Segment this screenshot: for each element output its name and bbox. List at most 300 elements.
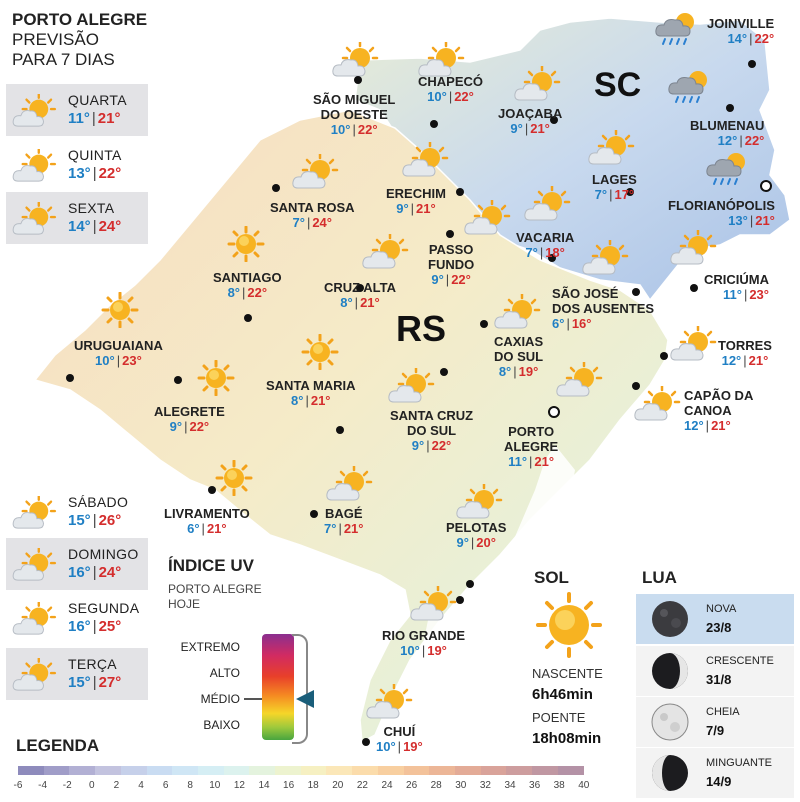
day-name: TERÇA <box>68 656 117 672</box>
city-min: 6° <box>187 521 200 536</box>
city-name: SÃO JOSÉ <box>552 286 619 301</box>
day-name: QUARTA <box>68 92 127 108</box>
temp-separator: | <box>743 287 748 302</box>
city-label <box>498 106 562 136</box>
day-icon-wrap <box>12 548 58 582</box>
city-temps <box>376 739 423 754</box>
temp-separator: | <box>354 295 359 310</box>
city-marker <box>66 374 74 382</box>
city-label <box>313 92 395 137</box>
header-line2: PREVISÃO <box>12 30 99 49</box>
sun-cloud-icon <box>418 42 466 78</box>
day-min: 15° <box>68 512 91 529</box>
temp-separator: | <box>743 353 747 368</box>
city-min: 13° <box>728 213 748 228</box>
city-marker <box>430 120 438 128</box>
city-label <box>668 198 775 228</box>
legend-swatch <box>558 766 584 775</box>
city-weather-icon <box>362 234 410 270</box>
temp-separator: | <box>92 218 97 235</box>
sun-cloud-icon <box>326 466 374 502</box>
city-max: 23° <box>749 287 769 302</box>
city-name-line2: CANOA <box>684 403 732 418</box>
city-name: FLORIANÓPOLIS <box>668 198 775 213</box>
legend-tick: 14 <box>258 780 270 791</box>
sun-icon <box>96 292 144 328</box>
city-max: 22° <box>754 31 775 46</box>
uv-title: ÍNDICE UV <box>168 556 254 575</box>
city-weather-icon <box>514 66 562 102</box>
city-marker <box>440 368 448 376</box>
sun-cloud-icon <box>12 602 58 636</box>
city-weather-icon <box>410 586 458 622</box>
day-max: 27° <box>98 674 122 691</box>
city-temps <box>324 295 396 310</box>
sun-cloud-icon <box>362 234 410 270</box>
city-max: 22° <box>451 272 471 287</box>
temp-separator: | <box>201 521 205 536</box>
city-min: 10° <box>376 739 396 754</box>
city-marker <box>446 230 454 238</box>
day-icon-wrap <box>12 496 58 530</box>
temp-separator: | <box>91 110 96 127</box>
city-max: 23° <box>122 353 142 368</box>
legend-tick: 32 <box>479 780 491 791</box>
legend-tick: 0 <box>89 780 95 791</box>
day-temps <box>68 218 121 235</box>
temp-separator: | <box>352 122 356 137</box>
uv-level-baixo: BAIXO <box>203 718 240 732</box>
temp-separator: | <box>749 31 753 46</box>
legend-tick: 24 <box>381 780 393 791</box>
legend-tick: 40 <box>578 780 590 791</box>
city-min: 6° <box>552 316 565 331</box>
city-marker <box>480 320 488 328</box>
city-max: 17° <box>614 187 635 202</box>
city-max: 21° <box>534 454 555 469</box>
forecast-day-5 <box>6 592 148 644</box>
temp-separator: | <box>529 454 533 469</box>
city-weather-icon <box>366 684 414 720</box>
city-name: CRUZ ALTA <box>324 280 396 295</box>
moon-title: LUA <box>642 568 677 587</box>
legend-swatch <box>429 766 455 775</box>
city-max: 22° <box>357 122 378 137</box>
city-label <box>494 334 543 379</box>
sunrise-time: 6h46min <box>532 686 593 703</box>
legend-swatch <box>172 766 198 775</box>
temp-separator: | <box>739 133 743 148</box>
city-name: CRICIÚMA <box>704 272 769 287</box>
city-weather-icon <box>292 154 340 190</box>
forecast-day-6 <box>6 648 148 700</box>
city-name: SÃO MIGUEL <box>313 92 396 107</box>
city-max: 20° <box>476 535 496 550</box>
city-name: CAXIAS <box>494 334 544 349</box>
temp-separator: | <box>609 187 613 202</box>
forecast-day-1 <box>6 139 148 191</box>
city-max: 16° <box>571 316 592 331</box>
city-label <box>74 338 163 368</box>
city-weather-icon <box>670 230 718 266</box>
city-label <box>266 378 356 408</box>
legend-swatch <box>121 766 147 775</box>
city-label <box>516 230 574 260</box>
city-temps <box>164 521 250 536</box>
sun-cloud-icon <box>12 548 58 582</box>
sun-cloud-icon <box>12 149 58 183</box>
city-name: LAGES <box>592 172 637 187</box>
legend-swatch <box>275 766 301 775</box>
city-temps <box>213 285 282 300</box>
sun-cloud-icon <box>464 200 512 236</box>
temp-separator: | <box>705 418 710 433</box>
legend-swatch <box>249 766 275 775</box>
city-min: 10° <box>95 353 115 368</box>
day-max: 26° <box>98 512 122 529</box>
city-max: 22° <box>189 419 210 434</box>
sun-cloud-icon <box>556 362 604 398</box>
moon-phase-name: CHEIA <box>706 706 740 718</box>
city-label <box>386 186 446 216</box>
city-min: 7° <box>594 187 608 202</box>
city-label <box>418 74 483 104</box>
sun-cloud-icon <box>402 142 450 178</box>
legend-tick: 4 <box>138 780 144 791</box>
day-max: 24° <box>98 564 122 581</box>
sun-cloud-icon <box>582 240 630 276</box>
rain-cloud-icon <box>706 150 754 186</box>
legend-tick: 38 <box>553 780 565 791</box>
city-min: 9° <box>396 201 409 216</box>
city-max: 19° <box>403 739 423 754</box>
city-label <box>428 242 474 287</box>
sun-icon <box>296 334 344 370</box>
city-temps <box>390 438 473 453</box>
temp-separator: | <box>513 364 517 379</box>
city-min: 9° <box>431 272 444 287</box>
temp-separator: | <box>184 419 188 434</box>
city-temps <box>552 316 654 331</box>
city-marker <box>208 486 216 494</box>
sun-icon <box>532 592 606 658</box>
sun-cloud-icon <box>12 658 58 692</box>
legend-title: LEGENDA <box>16 736 100 755</box>
city-label <box>592 172 637 202</box>
day-max: 25° <box>98 618 122 635</box>
city-label <box>390 408 473 453</box>
temp-separator: | <box>92 618 97 635</box>
city-weather-icon <box>402 142 450 178</box>
rain-cloud-icon <box>668 68 716 104</box>
temp-separator: | <box>539 245 544 260</box>
uv-subtitle <box>168 582 262 612</box>
legend-tick: 6 <box>162 780 169 791</box>
city-temps <box>668 213 775 228</box>
city-label <box>324 280 396 310</box>
day-icon-wrap <box>12 602 58 636</box>
city-name: JOAÇABA <box>498 106 563 121</box>
sun-cloud-icon <box>670 230 718 266</box>
city-label <box>446 520 506 550</box>
city-temps <box>707 31 774 46</box>
temp-separator: | <box>242 285 246 300</box>
city-min: 10° <box>330 122 351 137</box>
sun-cloud-icon <box>12 94 58 128</box>
city-weather-icon <box>655 10 703 46</box>
city-name-line2: FUNDO <box>428 257 475 272</box>
day-icon-wrap <box>12 202 58 236</box>
city-max: 22° <box>744 133 765 148</box>
city-label <box>376 724 423 754</box>
city-weather-icon <box>388 368 436 404</box>
temp-separator: | <box>470 535 475 550</box>
uv-level-alto: ALTO <box>209 666 240 680</box>
day-temps <box>68 165 121 182</box>
city-label <box>552 286 654 331</box>
sun-icon <box>210 460 258 496</box>
temp-separator: | <box>92 564 97 581</box>
city-min: 7° <box>525 245 538 260</box>
city-name: PORTO <box>508 424 555 439</box>
city-max: 21° <box>711 418 731 433</box>
city-label <box>154 404 225 434</box>
legend-swatch <box>455 766 481 775</box>
legend-swatch <box>301 766 327 775</box>
day-min: 14° <box>68 218 91 235</box>
temp-separator: | <box>448 89 453 104</box>
city-name: RIO GRANDE <box>382 628 466 643</box>
temp-separator: | <box>92 512 97 529</box>
sun-title: SOL <box>534 568 569 587</box>
city-weather-icon <box>456 484 504 520</box>
temp-separator: | <box>410 201 415 216</box>
city-marker <box>660 352 668 360</box>
city-marker <box>354 76 362 84</box>
city-temps <box>494 364 543 379</box>
city-max: 18° <box>545 245 565 260</box>
legend-tick: 10 <box>209 780 221 791</box>
city-max: 21° <box>416 201 436 216</box>
temp-separator: | <box>306 215 311 230</box>
uv-sub-day: HOJE <box>168 597 201 611</box>
city-min: 8° <box>498 364 512 379</box>
city-temps <box>154 419 225 434</box>
city-label <box>684 388 753 433</box>
city-min: 10° <box>400 643 420 658</box>
city-weather-icon <box>296 334 344 370</box>
city-max: 21° <box>748 353 769 368</box>
moon-phase-name: NOVA <box>706 603 737 615</box>
moon-phase-date: 7/9 <box>706 723 725 738</box>
city-marker <box>310 510 318 518</box>
city-max: 21° <box>755 213 775 228</box>
city-marker <box>362 738 370 746</box>
legend-swatch <box>352 766 378 775</box>
city-name: BAGÉ <box>324 506 363 521</box>
city-weather-icon <box>326 466 374 502</box>
city-name: CAPÃO DA <box>684 388 754 403</box>
state-label-rs: RS <box>396 308 447 349</box>
city-min: 10° <box>427 89 447 104</box>
temp-separator: | <box>92 165 97 182</box>
temp-separator: | <box>421 643 426 658</box>
city-min: 11° <box>722 287 742 302</box>
city-max: 21° <box>310 393 331 408</box>
legend-tick: 22 <box>356 780 368 791</box>
city-temps <box>428 272 474 287</box>
legend-swatch <box>404 766 430 775</box>
moon-phase-2 <box>636 697 794 747</box>
moon-phase-name: MINGUANTE <box>706 757 772 769</box>
moon-phase-1 <box>636 646 794 696</box>
sun-cloud-icon <box>410 586 458 622</box>
city-temps <box>74 353 163 368</box>
city-name: CHUÍ <box>383 724 416 739</box>
forecast-day-2 <box>6 192 148 244</box>
city-min: 7° <box>324 521 337 536</box>
temp-separator: | <box>92 674 97 691</box>
legend-tick: 20 <box>332 780 344 791</box>
city-name: TORRES <box>718 338 772 353</box>
city-label <box>718 338 772 368</box>
temp-separator: | <box>397 739 402 754</box>
city-label <box>324 506 364 536</box>
legend-swatch <box>532 766 558 775</box>
header-line3: PARA 7 DIAS <box>12 50 115 69</box>
city-min: 11° <box>508 454 528 469</box>
city-name-line2: DO SUL <box>494 349 544 364</box>
city-name: SANTA CRUZ <box>390 408 474 423</box>
temp-separator: | <box>116 353 121 368</box>
day-name: DOMINGO <box>68 546 139 562</box>
city-temps <box>504 454 558 469</box>
city-weather-icon <box>706 150 754 186</box>
legend-swatch <box>18 766 44 775</box>
city-name: URUGUAIANA <box>74 338 163 353</box>
city-min: 8° <box>291 393 304 408</box>
moon-phase-date: 31/8 <box>706 672 732 687</box>
header-city: PORTO ALEGRE <box>12 10 148 29</box>
city-temps <box>324 521 364 536</box>
city-label <box>213 270 282 300</box>
city-weather-icon <box>524 186 572 222</box>
legend-tick: 18 <box>307 780 319 791</box>
city-weather-icon <box>332 42 380 78</box>
legend-tick: 34 <box>504 780 516 791</box>
city-min: 12° <box>721 353 742 368</box>
city-temps <box>704 287 769 302</box>
day-max: 21° <box>97 110 121 127</box>
temp-separator: | <box>305 393 309 408</box>
moon-phase-date: 23/8 <box>706 620 732 635</box>
city-min: 9° <box>456 535 469 550</box>
city-weather-icon <box>668 68 716 104</box>
city-name: SANTA MARIA <box>266 378 356 393</box>
city-name: VACARIA <box>516 230 575 245</box>
city-marker <box>336 426 344 434</box>
legend-tick: 2 <box>113 780 120 791</box>
day-name: SEXTA <box>68 200 115 216</box>
moon-phase-name: CRESCENTE <box>706 655 774 667</box>
city-weather-icon <box>96 292 144 328</box>
sun-cloud-icon <box>588 130 636 166</box>
day-icon-wrap <box>12 658 58 692</box>
sun-cloud-icon <box>634 386 682 422</box>
day-min: 16° <box>68 618 91 635</box>
uv-level-extremo: EXTREMO <box>180 640 240 654</box>
city-min: 8° <box>340 295 353 310</box>
uv-scale-bar <box>262 634 294 740</box>
city-weather-icon <box>634 386 682 422</box>
city-label <box>690 118 764 148</box>
city-marker <box>244 314 252 322</box>
moon-phase-date: 14/9 <box>706 774 732 789</box>
city-name: SANTA ROSA <box>270 200 355 215</box>
legend-tick: 26 <box>406 780 418 791</box>
legend-tick: -2 <box>62 780 72 791</box>
sun-cloud-icon <box>514 66 562 102</box>
city-name-line2: ALEGRE <box>504 439 559 454</box>
legend-tick: 8 <box>187 780 193 791</box>
city-label <box>704 272 769 302</box>
city-max: 19° <box>427 643 447 658</box>
city-marker <box>632 382 640 390</box>
city-weather-icon <box>494 294 542 330</box>
day-temps <box>68 618 121 635</box>
sun-cloud-icon <box>456 484 504 520</box>
city-name: BLUMENAU <box>690 118 765 133</box>
sun-cloud-icon <box>12 496 58 530</box>
sunrise-label: NASCENTE <box>532 666 603 681</box>
city-name-line2: DO SUL <box>406 423 457 438</box>
city-weather-icon <box>556 362 604 398</box>
state-label-sc: SC <box>594 66 642 104</box>
legend-swatch <box>326 766 352 775</box>
legend-tick: 12 <box>233 780 245 791</box>
city-max: 22° <box>247 285 268 300</box>
sun-cloud-icon <box>366 684 414 720</box>
city-name: PELOTAS <box>446 520 507 535</box>
city-max: 21° <box>360 295 380 310</box>
city-name: CHAPECÓ <box>418 74 484 89</box>
moon-phase-3 <box>636 748 794 798</box>
legend-swatch <box>198 766 224 775</box>
rain-cloud-icon <box>655 10 703 46</box>
city-name: LIVRAMENTO <box>164 506 250 521</box>
temp-separator: | <box>445 272 450 287</box>
legend-tick: 30 <box>455 780 467 791</box>
city-min: 12° <box>717 133 738 148</box>
city-temps <box>418 89 483 104</box>
city-max: 21° <box>206 521 227 536</box>
legend-swatch <box>378 766 404 775</box>
city-label <box>504 424 558 469</box>
city-marker <box>726 104 734 112</box>
full-moon-icon <box>650 702 690 742</box>
uv-level-medio: MÉDIO <box>200 692 240 706</box>
city-max: 22° <box>454 89 474 104</box>
day-max: 22° <box>98 165 122 182</box>
city-label <box>164 506 250 536</box>
sunset-label: POENTE <box>532 710 586 725</box>
city-marker-ring <box>548 406 560 418</box>
city-min: 9° <box>411 438 425 453</box>
temp-separator: | <box>524 121 529 136</box>
city-min: 9° <box>169 419 183 434</box>
day-temps <box>68 564 121 581</box>
temp-separator: | <box>566 316 570 331</box>
